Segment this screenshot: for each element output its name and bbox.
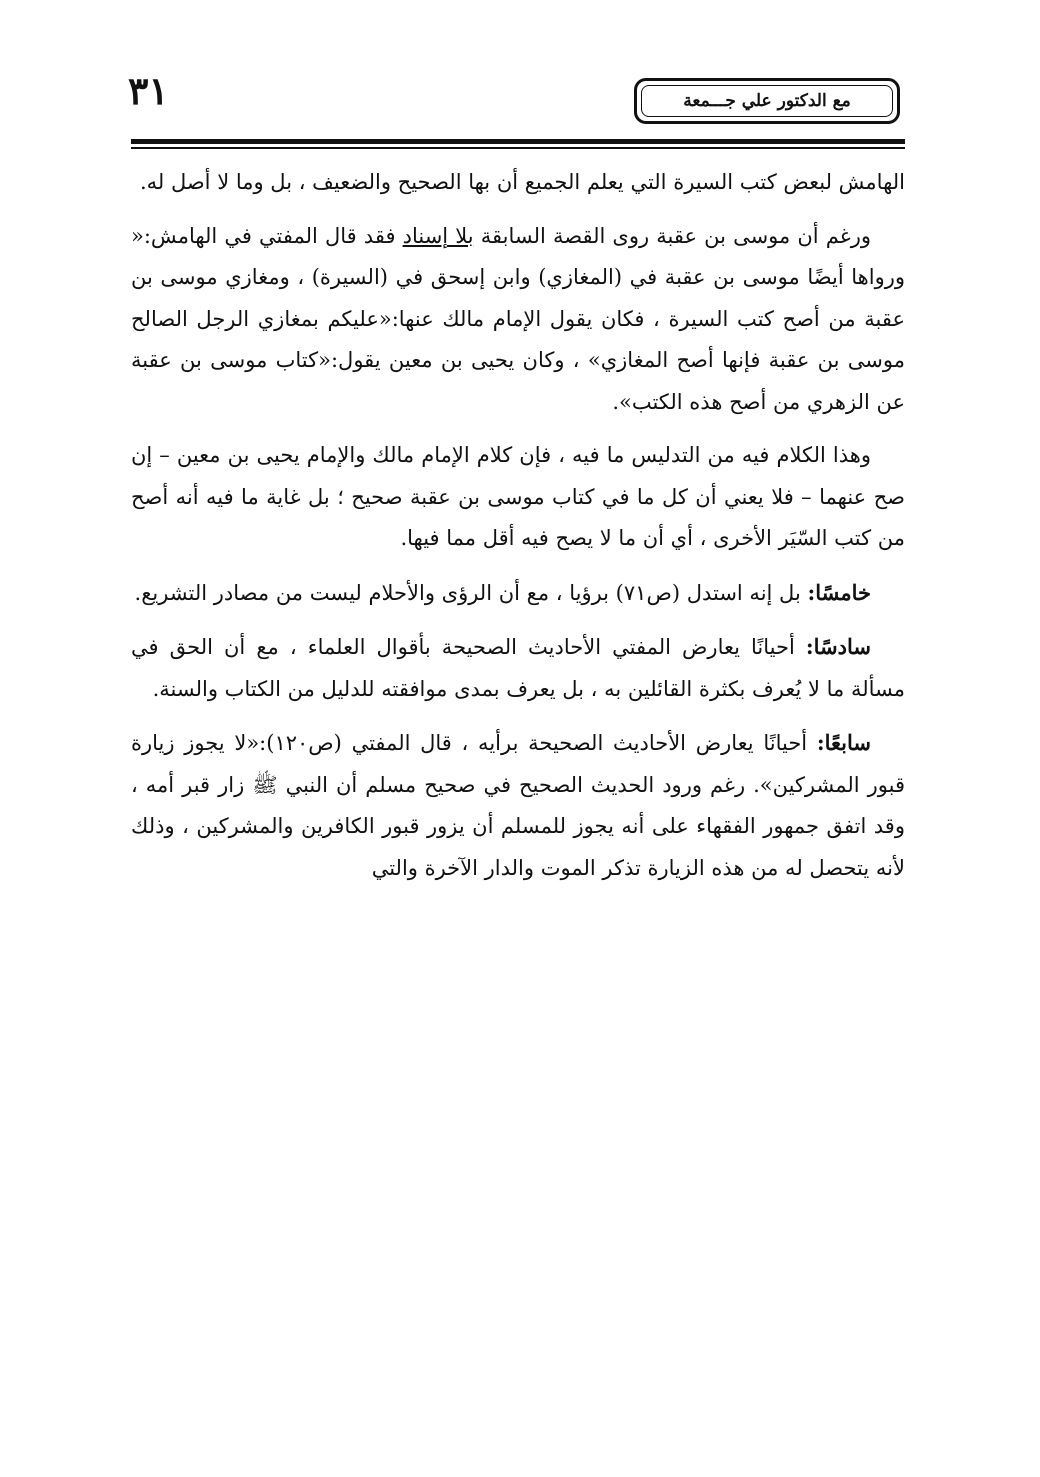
paragraph-1: الهامش لبعض كتب السيرة التي يعلم الجميع أن بها الصحيح والضعيف ، بل وما لا أصل له. — [139, 170, 905, 194]
running-title-frame — [634, 78, 900, 124]
point-five-text: بل إنه استدل (ص٧١) برؤيا ، مع أن الرؤى والأحلام ليست من مصادر التشريع. — [134, 580, 808, 605]
header-rule-thick — [131, 139, 905, 144]
point-seven-label: سابعًا: — [816, 730, 871, 755]
paragraph-6 — [131, 722, 905, 889]
body-text — [131, 162, 905, 889]
paragraph-2-rest: فقد قال المفتي في الهامش:« ورواها أيضًا موسى بن عقبة في (المغازي) وابن إسحق في (السيرة) ، ومغازي موسى بن عقبة من أصح كتب السيرة ، فكان يقول الإمام مالك عنها:«عليكم بمغازي الرجل الصالح موسى بن عقبة فإنها أصح المغازي» ، وكان يحيى بن معين يقول:«كتاب موسى بن عقبة عن الزهري من أصح هذه الكتب». — [131, 223, 905, 414]
page-number: ٣١ — [128, 68, 169, 113]
header-rule-thin — [131, 147, 905, 149]
running-title-inner-frame — [641, 85, 893, 117]
running-title: مع الدكتور علي جـــمعة — [683, 91, 851, 111]
underlined-phrase: بلا إسناد — [402, 223, 474, 248]
paragraph-2 — [131, 216, 905, 424]
paragraph-3: وهذا الكلام فيه من التدليس ما فيه ، فإن كلام الإمام مالك والإمام يحيى بن معين – إن صح عنهما – فلا يعني أن كل ما في كتاب موسى بن عقبة صحيح ؛ بل غاية ما فيه أنه أصح من كتب السّيَر الأخرى ، أي أن ما لا يصح فيه أقل مما فيها. — [131, 443, 905, 550]
paragraph-2-start: ورغم أن موسى بن عقبة روى القصة السابقة — [473, 223, 872, 248]
point-seven-text: أحيانًا يعارض الأحاديث الصحيحة برأيه ، قال المفتي (ص١٢٠):«لا يجوز زيارة قبور المشركين». رغم ورود الحديث الصحيح في صحيح مسلم أن النبي ﷺ زار قبر أمه ، وقد اتفق جمهور الفقهاء على أنه يجوز للمسلم أن يزور قبور الكافرين والمشركين ، وذلك لأنه يتحصل له من هذه الزيارة تذكر الموت والدار الآخرة والتي — [131, 731, 905, 880]
paragraph-5 — [131, 626, 905, 710]
paragraph-4 — [131, 572, 905, 615]
point-six-text: أحيانًا يعارض المفتي الأحاديث الصحيحة بأقوال العلماء ، مع أن الحق في مسألة ما لا يُعرف بكثرة القائلين به ، بل يعرف بمدى موافقته للدليل من الكتاب والسنة. — [131, 635, 905, 701]
point-five-label: خامسًا: — [807, 579, 871, 605]
point-six-label: سادسًا: — [805, 634, 871, 659]
